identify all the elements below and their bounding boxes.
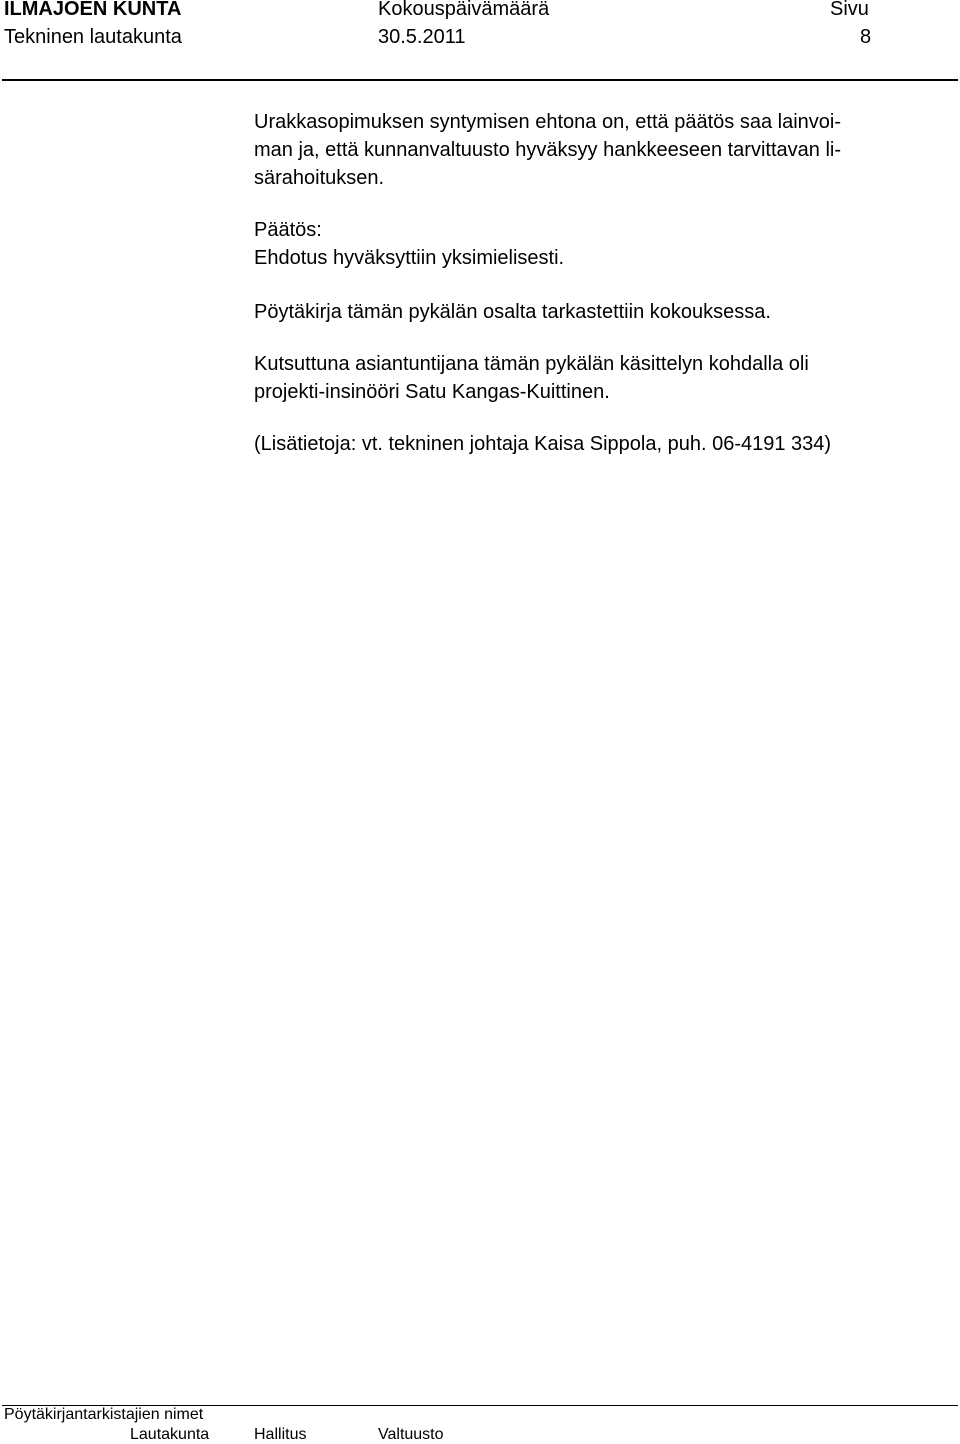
contract-condition-paragraph xyxy=(254,108,934,192)
document-body xyxy=(254,108,934,458)
footer-col-lautakunta: Lautakunta xyxy=(130,1426,210,1443)
footer-col-hallitus: Hallitus xyxy=(254,1426,307,1443)
meeting-date: 30.5.2011 xyxy=(378,26,466,48)
board-name: Tekninen lautakunta xyxy=(4,26,182,48)
decision-text: Ehdotus hyväksyttiin yksimielisesti. xyxy=(254,247,565,269)
paragraph-line: Kutsuttuna asiantuntijana tämän pykälän käsittelyn kohdalla oli xyxy=(254,353,809,375)
paragraph-line: Urakkasopimuksen syntymisen ehtona on, että päätös saa lainvoi- xyxy=(254,111,841,133)
info-paragraph xyxy=(254,430,934,458)
contact-info: (Lisätietoja: vt. tekninen johtaja Kaisa Sippola, puh. 06-4191 334) xyxy=(254,433,832,455)
footer-col-valtuusto: Valtuusto xyxy=(378,1426,444,1443)
paragraph-line: projekti-insinööri Satu Kangas-Kuittinen. xyxy=(254,381,610,403)
minutes-paragraph xyxy=(254,298,934,326)
paragraph-line: särahoituksen. xyxy=(254,167,385,189)
page-number: 8 xyxy=(860,26,872,48)
meeting-date-label: Kokouspäivämäärä xyxy=(378,0,550,20)
decision-block xyxy=(254,216,934,272)
organization-name: ILMAJOEN KUNTA xyxy=(4,0,182,20)
minutes-text: Pöytäkirja tämän pykälän osalta tarkastettiin kokouksessa. xyxy=(254,301,771,323)
paragraph-line: man ja, että kunnanvaltuusto hyväksyy hankkeeseen tarvittavan li- xyxy=(254,139,841,161)
header-divider xyxy=(2,79,958,81)
page-label: Sivu xyxy=(830,0,869,20)
expert-paragraph xyxy=(254,350,934,406)
decision-label: Päätös: xyxy=(254,219,322,241)
footer-title: Pöytäkirjantarkistajien nimet xyxy=(4,1406,204,1423)
